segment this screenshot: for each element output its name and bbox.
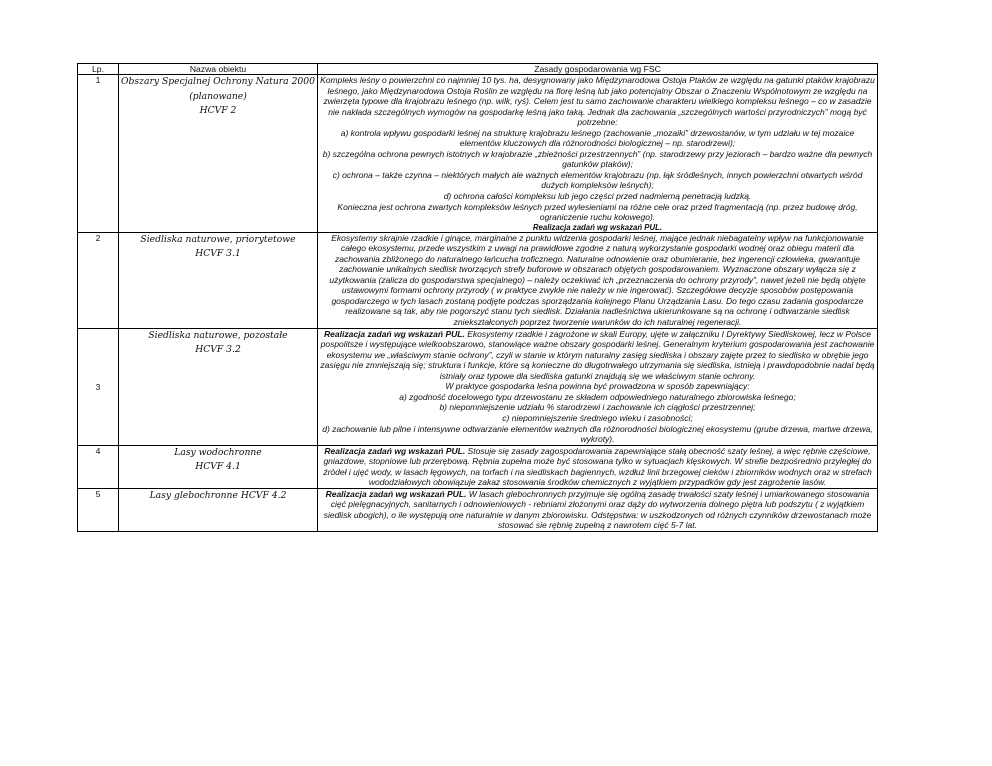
header-name: Nazwa obiektu <box>119 64 318 75</box>
row-number: 1 <box>78 75 119 233</box>
object-name-cell <box>119 488 318 531</box>
rules-text: W lasach glebochronnych przyjmuje się ogólną zasadę trwałości szaty leśnej i umiarkowanego stosowania cięć pielęgnacyjnych, sanitarnych i odnowieniowych - rebniami złożonymi oraz dąży do wytworzenia dolnego piętra lub podszytu ( z wyjątkiem siedlisk ubogich), o ile występują one naturalnie w danym zbiorowisku. Odstępstwa: w uszkodzonych od różnych czynników drzewostanach może stosować sie rębnię zupełną z nawrotem cięć 5-7 lat. <box>323 488 872 531</box>
rules-paragraph <box>320 446 875 488</box>
object-name-cell <box>119 445 318 488</box>
rules-cell <box>318 445 878 488</box>
rules-paragraph: W praktyce gospodarka leśna powinna być prowadzona w sposób zapewniający: <box>445 381 750 392</box>
rules-item-d: d) ochrona całości kompleksu lub jego części przed nadmierną penetracją ludzką. <box>443 191 752 202</box>
object-name: Siedliska naturowe, pozostałe <box>148 329 288 341</box>
rules-paragraph <box>320 329 875 382</box>
rules-item-d: d) zachowanie lub pilne i intensywne odtwarzanie elementów ważnych dla różnorodności biologicznej ekosystemu (grube drzewa, martwe drzewa, wykroty). <box>322 423 873 445</box>
table-row <box>78 445 878 488</box>
rules-item-c: c) niepomniejszenie średniego wieku i zasobności; <box>502 412 693 423</box>
rules-paragraph <box>320 489 875 531</box>
header-lp: Lp. <box>78 64 119 75</box>
table-row <box>78 75 878 233</box>
header-row <box>78 64 878 75</box>
rules-paragraph: Ekosystemy skrajnie rzadkie i ginące, marginalne z punktu widzenia gospodarki leśnej, mające jednak niebagatelny wpływ na funkcjonowanie całego ekosystemu, przede wszystkim z uwagi na prawidłowe zgodne z naturą wykorzystanie gospodarki wodnej oraz obiegu materii dla zachowania zbliżonego do naturalnego łańcucha troficznego. Naturalne odnowienie oraz obumieranie, bez ingerencji człowieka, gwarantuje zachowanie unikalnych siedlisk tworzących strefy buforowe w obszarach objętych gospodarowaniem. Wyznaczone obszary wyłącza się z użytkowania (zalicza do gospodarstwa specjalnego) – należy oczekiwać ich „przeznaczenia do ochrony przyrody”, nawet jeżeli nie będą objęte ustawowymi formami ochrony przyrody ( w praktyce zwykle nie należy w nie ingerować). Szczegółowe decyzje sposobów postępowania gospodarczego w tych lasach zostaną podjęte podczas sporządzania kolejnego Planu Urządzania Lasu. Do tego czasu zadania gospodarcze realizowane są tak, aby nie pogorszyć stanu tych siedlisk. Działania nadleśnictwa ukierunkowane są na ochronę i odtwarzanie siedlisk zniekształconych poprzez tworzenie warunków do ich naturalnej regeneracji. <box>329 232 866 328</box>
object-name-cell <box>119 75 318 233</box>
rules-item-b: b) szczególna ochrona pewnych istotnych w krajobrazie „zbieżności przestrzennych” (np. starodrzewy przy jeziorach – bardzo ważne dla pewnych gatunków ptaków); <box>322 148 873 170</box>
rules-paragraph: Kompleks leśny o powierzchni co najmniej 10 tys. ha, desygnowany jako Międzynarodowa Ostoja Ptaków ze względu na gatunki ptaków krajobrazu leśnego, jako Międzynarodowa Ostoja Roślin ze względu na florę leśną lub jako potencjalny Obszar o Znaczeniu Wspólnotowym ze względu na zwierzęta typowe dla krajobrazu leśnego (np. wilk, ryś). Celem jest tu samo zachowanie charakteru wielkiego kompleksu leśnego – co w zasadzie nie nakłada szczególnych wymogów na gospodarkę leśną jako taką. Jednak dla zachowania „szczególnych wartości przyrodniczych” mogą być potrzebne: <box>320 75 875 128</box>
rules-text: Stosuje się zasady zagospodarowania zapewniające stałą obecność szaty leśnej, a więc rębnie częściowe, gniazdowe, stopniowe lub przerębową. Rębnia zupełna może być stosowana tylko w sytuacjach klęskowych. W strefie bezpośrednio przyległej do źródeł i ujęć wody, w lasach łęgowych, na torfach i na siedliskach bagiennych, wzdłuż linii brzegowej cieków i zbiorników wodnych oraz w strefach wododziałowych obowiązuje zakaz stosowania środków chemicznych z wyjątkiem przypadków gdy jest zagrożenie lasów. <box>323 445 872 488</box>
table-row <box>78 232 878 328</box>
rules-cell <box>318 75 878 233</box>
rules-realization-note: Realizacja zadań wg wskazań PUL. <box>325 488 467 499</box>
rules-item-b: b) niepomniejszenie udziału % starodrzewi i zachowanie ich ciągłości przestrzennej; <box>439 402 756 413</box>
object-name: Lasy glebochronne HCVF 4.2 <box>149 489 287 501</box>
rules-paragraph: Konieczna jest ochrona zwartych kompleksów leśnych przed wylesieniami na różne cele oraz przed fragmentacją (np. przez budowę dróg, ograniczenie ruchu kołowego). <box>337 201 858 223</box>
rules-item-c: c) ochrona – także czynna – niektórych małych ale ważnych elementów krajobrazu (np. łąk śródleśnych, innych powierzchni otwartych wśród dużych kompleksów leśnych); <box>332 169 863 191</box>
rules-realization-note: Realizacja zadań wg wskazań PUL. <box>324 328 465 339</box>
object-name: Lasy wodochronne <box>174 446 262 458</box>
rules-text: Ekosystemy rzadkie i zagrożone w skali Europy, ujęte w załączniku I Dyrektywy Siedliskowej, lecz w Polsce pospolitsze i występujące wielkoobszarowo, stanowiące ważne obszary gospodarki leśnej. Generalnym kryterium gospodarowania jest zachowanie ekosystemu we „właściwym stanie ochrony”, czyli w stanie w którym naturalny zasięg siedliska i obszary zajęte przez to siedlisko w obrębie jego zasięgu nie zmniejszają się; struktura i funkcje, które są konieczne do długotrwałego utrzymania się siedliska, istnieją i prawdopodobnie nadal będą istniały oraz typowe dla siedliska gatunki znajdują się we właściwym stanie ochrony. <box>320 328 875 381</box>
table-row <box>78 328 878 445</box>
row-number: 3 <box>78 328 119 445</box>
rules-cell <box>318 328 878 445</box>
object-name: Obszary Specjalnej Ochrony Natura 2000 (planowane) <box>121 76 315 102</box>
object-name-cell <box>119 328 318 445</box>
hcvf-code: HCVF 2 <box>199 105 237 116</box>
row-number: 4 <box>78 445 119 488</box>
row-number: 2 <box>78 232 119 328</box>
header-rules: Zasady gospodarowania wg FSC <box>318 64 878 75</box>
hcvf-code: HCVF 3.2 <box>195 344 241 356</box>
object-name: Siedliska naturowe, priorytetowe <box>140 233 296 245</box>
rules-item-a: a) zgodność docelowego typu drzewostanu ze składem odpowiedniego naturalnego zbiorowiska leśnego; <box>399 391 796 402</box>
rules-realization-note: Realizacja zadań wg wskazań PUL. <box>532 222 663 232</box>
rules-cell <box>318 232 878 328</box>
rules-realization-note: Realizacja zadań wg wskazań PUL. <box>324 445 466 456</box>
table-row <box>78 488 878 531</box>
object-name-cell <box>119 232 318 328</box>
rules-cell <box>318 488 878 531</box>
row-number: 5 <box>78 488 119 531</box>
fsc-table <box>77 63 878 532</box>
hcvf-code: HCVF 3.1 <box>195 248 241 260</box>
hcvf-code: HCVF 4.1 <box>195 461 241 473</box>
rules-item-a: a) kontrola wpływu gospodarki leśnej na strukturę krajobrazu leśnego (zachowanie „mozaiki” drzewostanów, w tym udziału w tej mozaice elementów kluczowych dla różnorodności biologicznej – np. starodrzewi); <box>340 127 855 149</box>
